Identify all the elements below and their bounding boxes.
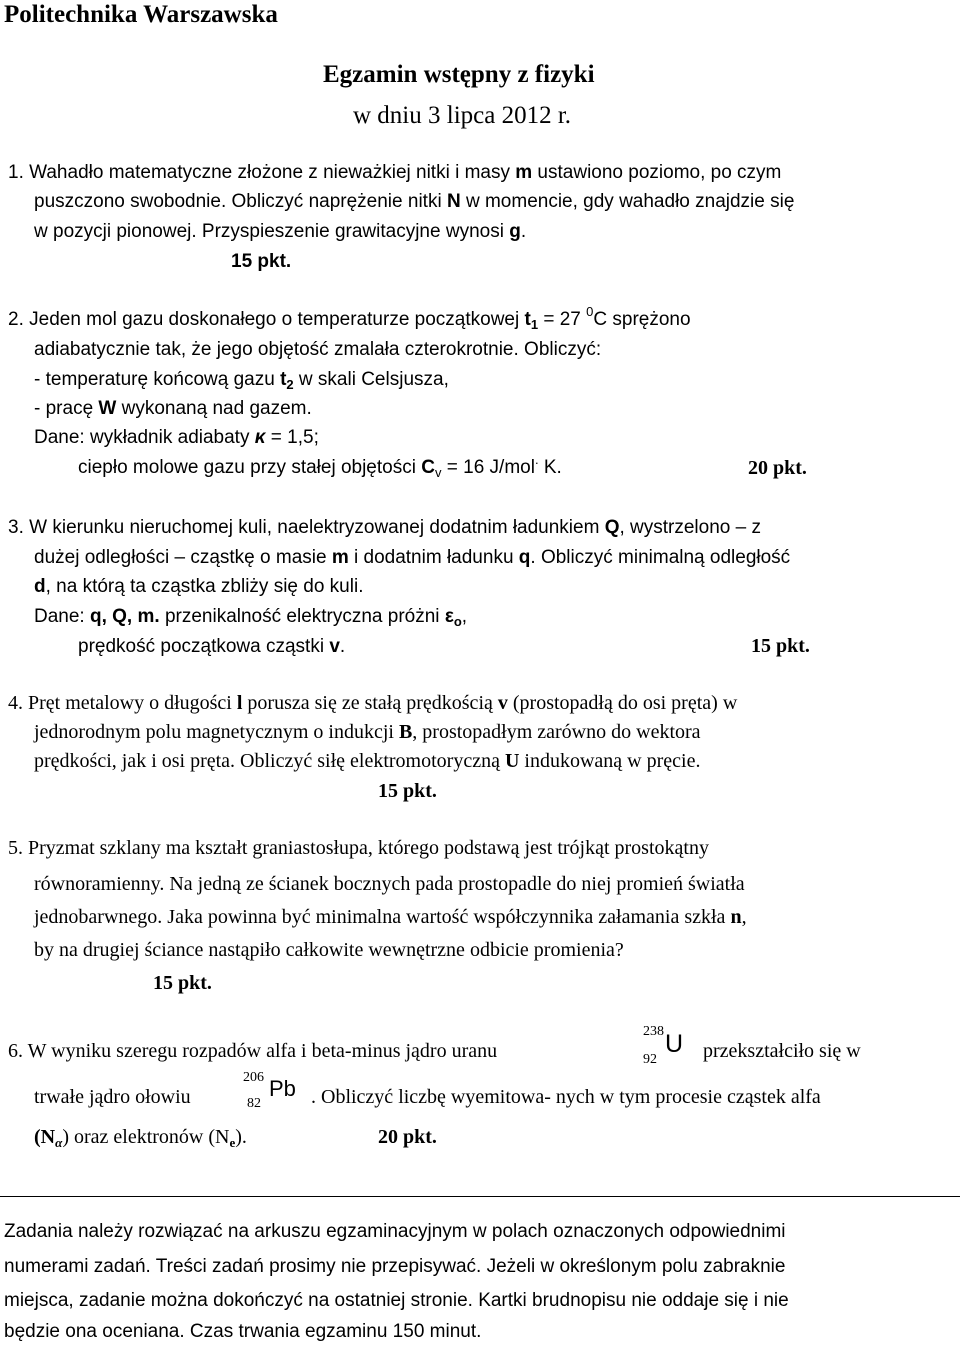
q5-points: 15 pkt. (153, 972, 212, 994)
q1-line-3 (34, 222, 526, 241)
q2-text: = 27 (538, 309, 587, 330)
uranium-symbol: U (665, 1030, 684, 1058)
q3-line-5 (78, 637, 345, 656)
q3-text: . (339, 636, 346, 657)
q3-text: W kierunku nieruchomej kuli, naelektryzowanej dodatnim ładunkiem (29, 517, 605, 538)
q4-number: 4. (8, 692, 23, 714)
q4-text: prędkości, jak i osi pręta. Obliczyć siłę elektromotoryczną (34, 750, 505, 772)
q2-text: = 1,5; (265, 427, 319, 448)
var-epsilon: ε (444, 606, 454, 627)
subscript: v (434, 465, 442, 480)
var-g: g (509, 221, 521, 242)
q4-line-1 (8, 693, 737, 713)
q6-text: ) oraz elektronów (N (62, 1126, 230, 1148)
q2-line-2: adiabatycznie tak, że jego objętość zmalała czterokrotnie. Obliczyć: (34, 339, 602, 360)
q4-text: Pręt metalowy o długości (28, 692, 237, 714)
var-q: q (518, 547, 531, 568)
q1-line-1 (8, 163, 781, 182)
q2-line-1 (8, 304, 691, 332)
instructions-line-1: Zadania należy rozwiązać na arkuszu egzaminacyjnym w polach oznaczonych odpowiednimi (4, 1221, 786, 1242)
q1-text: ustawiono poziomo, po czym (532, 162, 782, 183)
var-B: B (398, 721, 413, 743)
q2-number: 2. (8, 309, 24, 330)
q6-line-1b: przekształciło się w (703, 1040, 861, 1062)
q3-text: dużej odległości – cząstkę o masie (34, 547, 332, 568)
q2-points: 20 pkt. (748, 457, 807, 479)
q1-text: w pozycji pionowej. Przyspieszenie grawitacyjne wynosi (34, 221, 510, 242)
q3-number: 3. (8, 517, 24, 538)
subscript: 2 (286, 377, 294, 392)
subscript: 1 (530, 317, 539, 332)
q3-text: Dane: (34, 606, 90, 627)
q4-text: jednorodnym polu magnetycznym o indukcji (34, 721, 399, 743)
q4-text: indukowaną w pręcie. (519, 750, 701, 772)
q5-text: , (741, 906, 747, 928)
q3-text: przenikalność elektryczna próżni (159, 606, 445, 627)
uranium-mass-number: 238 (643, 1024, 664, 1039)
q2-text: wykonaną nad gazem. (116, 398, 312, 419)
var-kappa: κ (254, 427, 266, 448)
q5-line-2: równoramienny. Na jedną ze ścianek bocznych pada prostopadle do niej promień światła (34, 873, 745, 895)
q3-line-1 (8, 518, 761, 537)
q2-text: Jeden mol gazu doskonałego o temperaturze początkowej (29, 309, 525, 330)
q1-points: 15 pkt. (231, 251, 292, 272)
q5-text: Pryzmat szklany ma kształt graniastosłupa, którego podstawą jest trójkąt prostokątny (28, 837, 709, 859)
var-v: v (497, 692, 508, 714)
lead-symbol: Pb (269, 1076, 296, 1101)
q2-text: Dane: wykładnik adiabaty (34, 427, 255, 448)
instructions-line-3: miejsca, zadanie można dokończyć na ostatniej stronie. Kartki brudnopisu nie oddaje się i nie (4, 1290, 789, 1311)
q2-text: - temperaturę końcową gazu (34, 369, 281, 390)
q3-line-3 (34, 577, 363, 596)
q3-text: , wystrzelono – z (619, 517, 761, 538)
var-n: n (730, 906, 742, 928)
q2-text: K. (538, 457, 562, 478)
q6-line-2a: trwałe jądro ołowiu (34, 1086, 191, 1108)
lead-mass-number: 206 (243, 1070, 264, 1085)
var-m: m (515, 162, 533, 183)
q2-line-6 (78, 452, 562, 480)
q3-points: 15 pkt. (751, 635, 810, 657)
q4-points: 15 pkt. (378, 780, 437, 802)
q3-text: i dodatnim ładunku (348, 547, 519, 568)
q2-text: ciepło molowe gazu przy stałej objętości (78, 457, 422, 478)
q2-text: = 16 J/mol (441, 457, 535, 478)
q2-line-4 (34, 399, 312, 418)
exam-title: Egzamin wstępny z fizyki (323, 61, 595, 88)
q6-text: W wyniku szeregu rozpadów alfa i beta-minus jądro uranu (27, 1040, 498, 1062)
subscript-e: e (229, 1135, 236, 1150)
q3-text: prędkość początkowa cząstki (78, 636, 330, 657)
q2-text: C sprężono (593, 309, 691, 330)
q2-line-3 (34, 369, 449, 392)
var-Q: Q (604, 517, 620, 538)
footer-divider (0, 1196, 960, 1197)
q2-text: - pracę (34, 398, 99, 419)
q6-text: ). (235, 1126, 247, 1148)
q1-text: . (520, 221, 527, 242)
q1-text: puszczono swobodnie. Obliczyć naprężenie nitki (34, 191, 447, 212)
q5-text: jednobarwnego. Jaka powinna być minimalna wartość współczynnika załamania szkła (34, 906, 731, 928)
q5-line-3 (34, 907, 747, 927)
q4-line-3 (34, 751, 700, 771)
q3-text: , (461, 606, 468, 627)
var-d: d (34, 576, 46, 597)
var-C: C (421, 457, 435, 478)
var-W: W (98, 398, 117, 419)
q6-points: 20 pkt. (378, 1126, 437, 1148)
q1-text: Wahadło matematyczne złożone z nieważkiej nitki i masy (29, 162, 516, 183)
given-vars: q, Q, m. (89, 606, 160, 627)
superscript: 0 (586, 304, 594, 319)
q1-number: 1. (8, 162, 24, 183)
var-v: v (329, 636, 340, 657)
q4-text: (prostopadłą do osi pręta) w (507, 692, 738, 714)
q5-line-4: by na drugiej ściance nastąpiło całkowite wewnętrzne odbicie promienia? (34, 939, 624, 961)
q1-text: w momencie, gdy wahadło znajdzie się (460, 191, 795, 212)
q6-line-3 (34, 1126, 247, 1150)
q2-line-5 (34, 428, 319, 447)
var-m: m (331, 547, 349, 568)
q3-text: , na którą ta cząstka zbliży się do kuli. (45, 576, 364, 597)
q2-text: w skali Celsjusza, (293, 369, 449, 390)
var-N: N (446, 191, 461, 212)
var-t: t (280, 369, 287, 390)
q4-text: porusza się ze stałą prędkością (242, 692, 498, 714)
var-t: t (524, 309, 531, 330)
q3-line-4 (34, 606, 468, 629)
q3-text: . Obliczyć minimalną odległość (530, 547, 791, 568)
q5-number: 5. (8, 837, 23, 859)
uranium-atomic-number: 92 (643, 1052, 657, 1067)
instructions-line-2: numerami zadań. Treści zadań prosimy nie przepisywać. Jeżeli w określonym polu zabraknie (4, 1256, 786, 1277)
instructions-line-4: będzie ona oceniana. Czas trwania egzaminu 150 minut. (4, 1321, 482, 1342)
q5-line-1 (8, 838, 709, 858)
superscript: . (534, 452, 539, 467)
lead-atomic-number: 82 (247, 1096, 261, 1111)
q1-line-2 (34, 192, 794, 211)
q6-number: 6. (8, 1040, 23, 1062)
var-l: l (236, 692, 243, 714)
subscript: o (453, 614, 462, 629)
var-U: U (504, 750, 520, 772)
q6-line-1 (8, 1041, 497, 1061)
q3-line-2 (34, 548, 790, 567)
q6-line-2b: . Obliczyć liczbę wyemitowa- nych w tym procesie cząstek alfa (311, 1086, 821, 1108)
subscript-alpha: α (55, 1135, 63, 1150)
university-name: Politechnika Warszawska (4, 1, 278, 28)
q4-line-2 (34, 722, 701, 742)
q4-text: , prostopadłym zarówno do wektora (412, 721, 701, 743)
exam-date: w dniu 3 lipca 2012 r. (353, 102, 572, 129)
q6-text: (N (34, 1126, 56, 1148)
